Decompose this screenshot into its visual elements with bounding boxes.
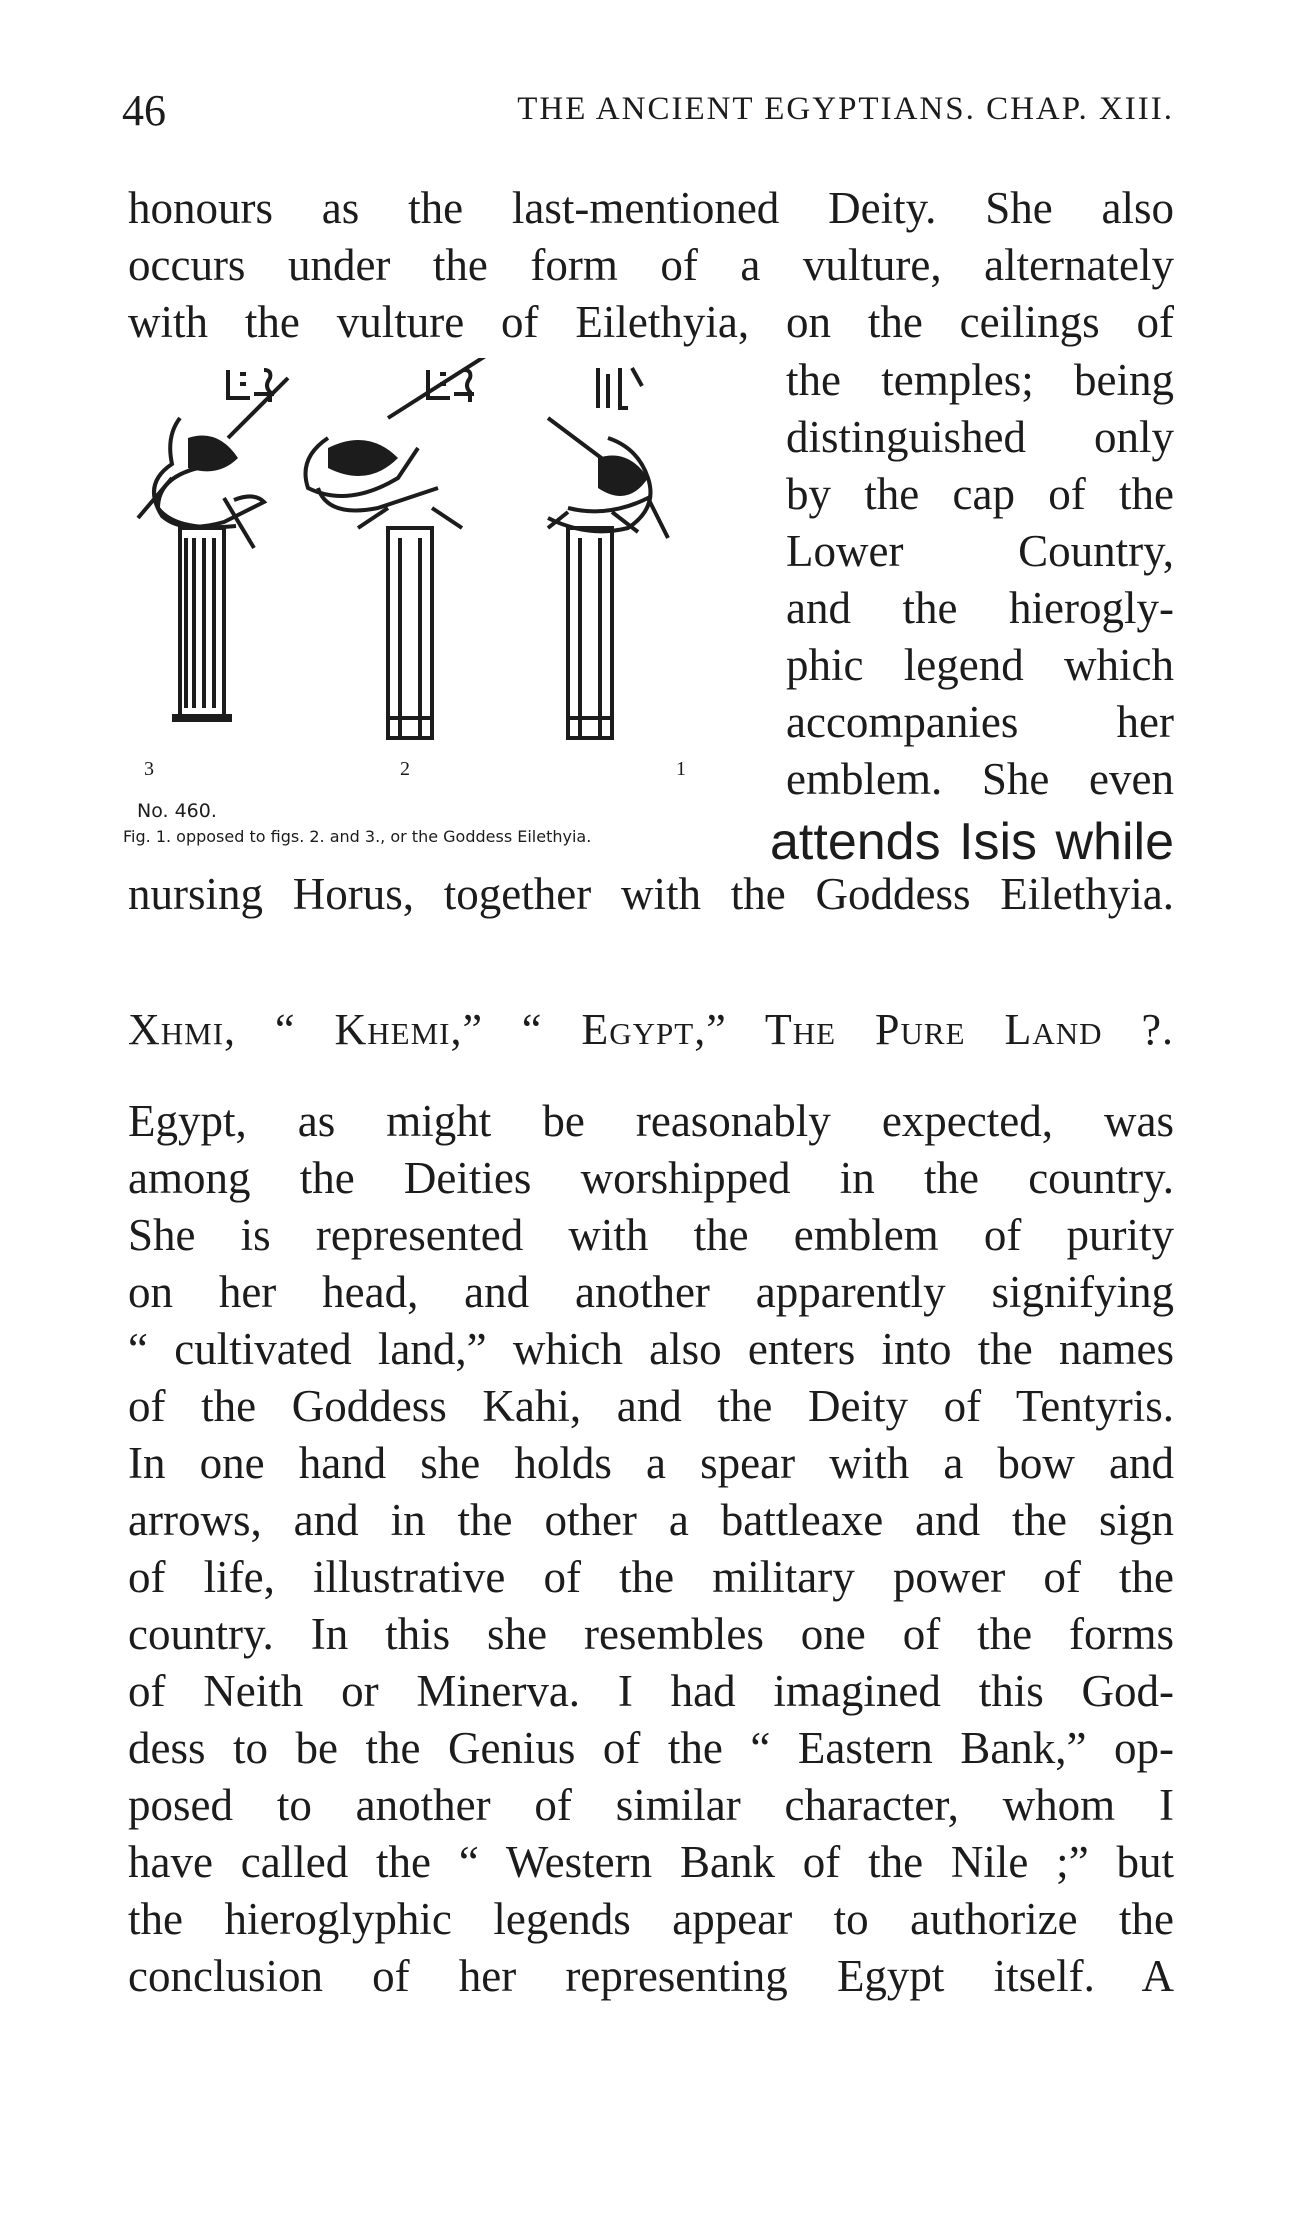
side-text-line: accompanies her — [786, 697, 1174, 747]
section-title: Χημι, “ Khemi,” “ Egypt,” The Pure Land ?. — [128, 1005, 1174, 1054]
running-title: THE ANCIENT EGYPTIANS. CHAP. XIII. — [517, 91, 1174, 127]
figure-number-2: 2 — [400, 758, 410, 780]
side-text-line: by the cap of the — [786, 469, 1174, 519]
body-line: Egypt, as might be reasonably expected, was — [128, 1096, 1174, 1146]
side-text-line: Lower Country, — [786, 526, 1174, 576]
body-line: posed to another of similar character, whom I — [128, 1780, 1174, 1830]
figure-number-label: No. 460. — [137, 800, 217, 822]
side-text-line: emblem. She even — [786, 754, 1174, 804]
body-line: arrows, and in the other a battleaxe and the sign — [128, 1495, 1174, 1545]
body-line: of Neith or Minerva. I had imagined this God- — [128, 1666, 1174, 1716]
body-line: among the Deities worshipped in the country. — [128, 1153, 1174, 1203]
body-line: dess to be the Genius of the “ Eastern Bank,” op- — [128, 1723, 1174, 1773]
side-text-line: phic legend which — [786, 640, 1174, 690]
page-number: 46 — [122, 86, 166, 135]
page-header — [122, 85, 1174, 145]
attends-line: attends Isis while — [770, 813, 1174, 871]
figure-number-1: 1 — [676, 758, 686, 780]
vulture-emblem-figure — [128, 358, 760, 788]
body-line: “ cultivated land,” which also enters into the names — [128, 1324, 1174, 1374]
text-line: occurs under the form of a vulture, alternately — [128, 240, 1174, 290]
body-line: country. In this she resembles one of the forms — [128, 1609, 1174, 1659]
figure-caption: Fig. 1. opposed to figs. 2. and 3., or the Goddess Eilethyia. — [123, 827, 592, 846]
side-text-line: and the hierogly- — [786, 583, 1174, 633]
body-line: In one hand she holds a spear with a bow and — [128, 1438, 1174, 1488]
body-line: the hieroglyphic legends appear to authorize the — [128, 1894, 1174, 1944]
vulture-illustration — [128, 358, 760, 788]
body-line: on her head, and another apparently signifying — [128, 1267, 1174, 1317]
side-text-line: distinguished only — [786, 412, 1174, 462]
body-line: conclusion of her representing Egypt itself. A — [128, 1951, 1174, 2001]
side-text-line: the temples; being — [786, 355, 1174, 405]
body-line: have called the “ Western Bank of the Nile ;” but — [128, 1837, 1174, 1887]
text-line: honours as the last-mentioned Deity. She also — [128, 183, 1174, 233]
body-line: of the Goddess Kahi, and the Deity of Tentyris. — [128, 1381, 1174, 1431]
text-line: with the vulture of Eilethyia, on the ceilings of — [128, 297, 1174, 347]
body-line: of life, illustrative of the military power of the — [128, 1552, 1174, 1602]
body-line: She is represented with the emblem of purity — [128, 1210, 1174, 1260]
text-line: nursing Horus, together with the Goddess Eilethyia. — [128, 869, 1174, 919]
figure-number-3: 3 — [144, 758, 154, 780]
